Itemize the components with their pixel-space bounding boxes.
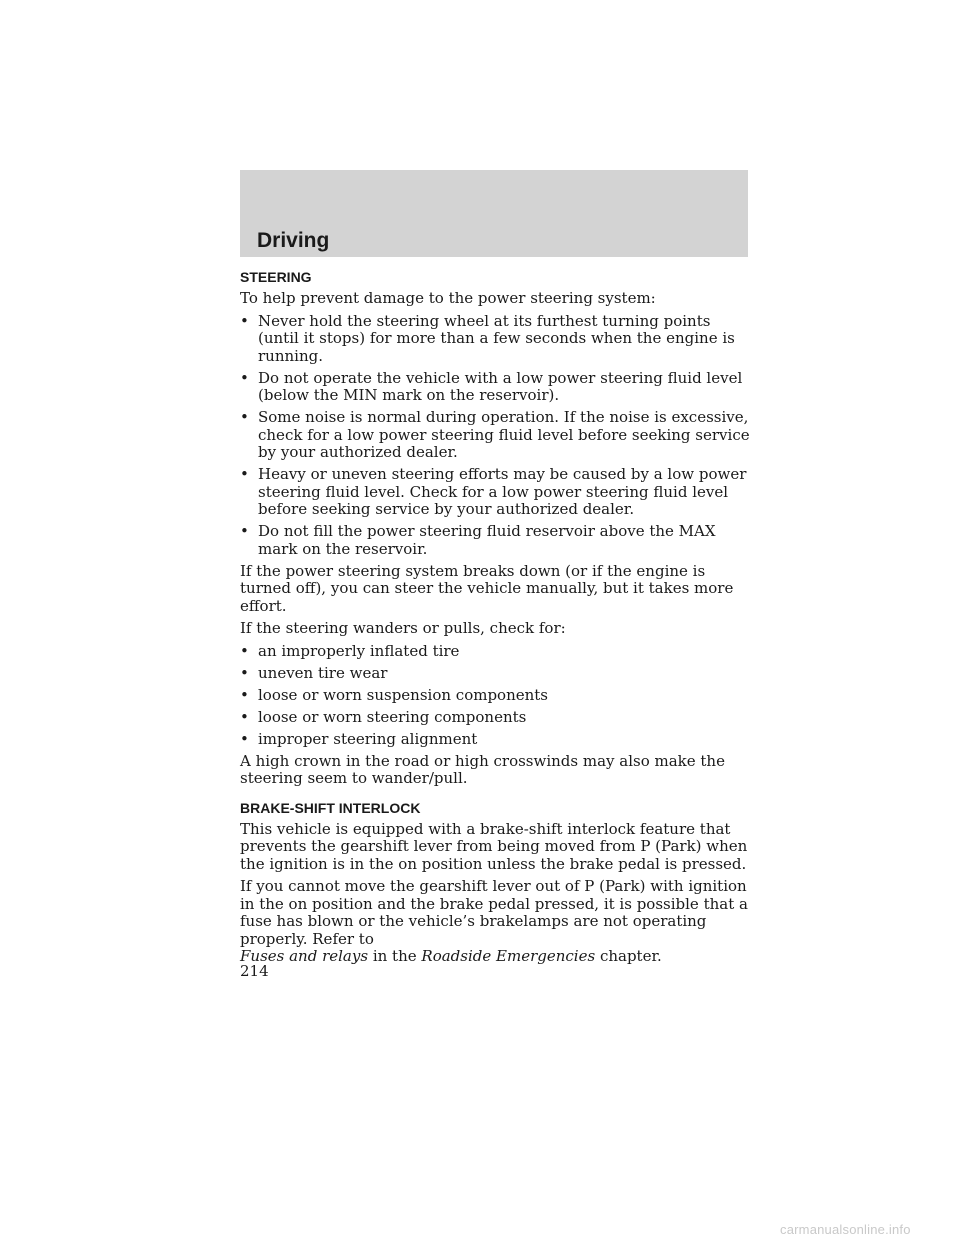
- list-item: • Do not fill the power steering fluid reservoir above the MAX mark on the reservoir.: [240, 522, 716, 558]
- bullet-icon: •: [240, 641, 249, 660]
- crown-paragraph: A high crown in the road or high crosswinds may also make the steering seem to wander/pull.: [240, 751, 725, 787]
- list-item: • an improperly inflated tire: [240, 641, 460, 660]
- interlock-heading: BRAKE-SHIFT INTERLOCK: [240, 799, 421, 816]
- bullet-icon: •: [240, 408, 249, 426]
- interlock-paragraph-1: This vehicle is equipped with a brake-shift interlock feature that prevents the gearshift lever from being moved from P (Park) when the ignition is in the on position unless the brake pedal is pressed.: [240, 819, 748, 873]
- list-item: • loose or worn suspension components: [240, 685, 549, 704]
- list-item: • Some noise is normal during operation. If the noise is excessive, check for a low power steering fluid level before seeking service by your authorized dealer.: [240, 408, 750, 461]
- steering-heading: STEERING: [240, 269, 312, 285]
- steering-intro: To help prevent damage to the power steering system:: [240, 289, 656, 307]
- page-content: [240, 268, 755, 971]
- list-item: • loose or worn steering components: [240, 707, 527, 726]
- bullet-icon: •: [240, 522, 249, 540]
- bullet-icon: •: [240, 311, 249, 330]
- wander-bullet-list: [240, 643, 755, 749]
- bullet-icon: •: [240, 707, 249, 726]
- fuses-reference: Fuses and relays: [240, 947, 369, 965]
- bullet-icon: •: [240, 465, 249, 483]
- page-number: 214: [240, 962, 269, 980]
- list-item: • Heavy or uneven steering efforts may be caused by a low power steering fluid level. Check for a low power steering fluid level before seeking service by your authorized dealer.: [240, 465, 747, 518]
- list-item: • Do not operate the vehicle with a low power steering fluid level (below the MIN mark on the reservoir).: [240, 368, 743, 404]
- chapter-title: Driving: [257, 229, 330, 252]
- list-item: • improper steering alignment: [240, 729, 478, 748]
- watermark: carmanualsonline.info: [780, 1222, 911, 1237]
- bullet-icon: •: [240, 685, 249, 704]
- bullet-icon: •: [240, 368, 249, 387]
- wander-intro: If the steering wanders or pulls, check for:: [240, 619, 566, 637]
- breakdown-paragraph: If the power steering system breaks down (or if the engine is turned off), you can steer the vehicle manually, but it takes more effort.: [240, 561, 734, 615]
- steering-bullet-list: [240, 313, 755, 559]
- bullet-icon: •: [240, 663, 249, 682]
- interlock-paragraph-2: If you cannot move the gearshift lever out of P (Park) with ignition in the on position and the brake pedal pressed, it is possible that a fuse has blown or the vehicle’s brakelamps are not operating properly. Refer to Fuses and relays in the Roadside Emergencies chapter.: [240, 877, 748, 965]
- roadside-reference: Roadside Emergencies: [421, 947, 596, 965]
- list-item: • Never hold the steering wheel at its furthest turning points (until it stops) for more than a few seconds when the engine is running.: [240, 311, 735, 365]
- bullet-icon: •: [240, 729, 249, 748]
- list-item: • uneven tire wear: [240, 663, 388, 682]
- chapter-header-bar: [240, 170, 748, 257]
